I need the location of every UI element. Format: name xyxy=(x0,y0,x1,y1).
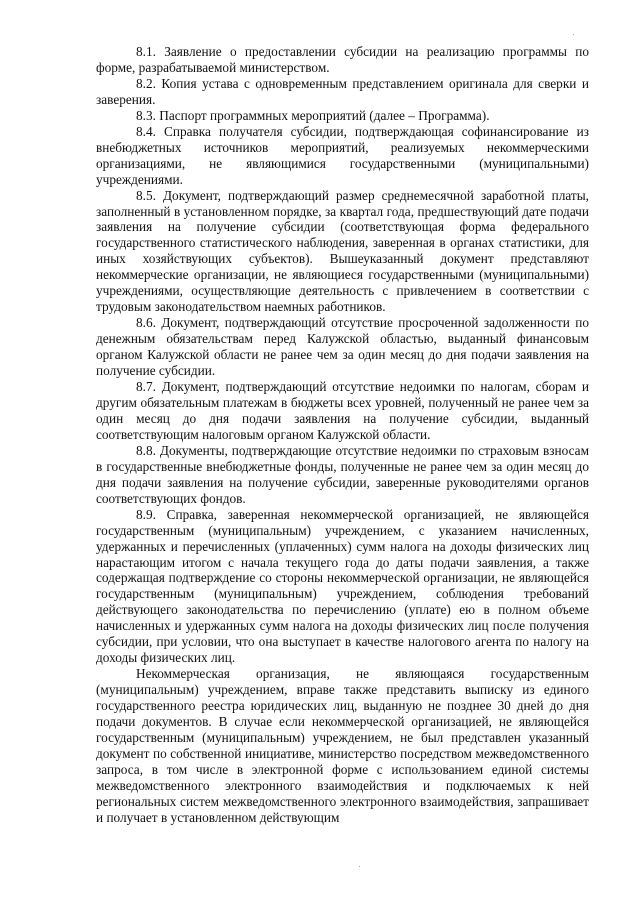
paragraph-8-1: 8.1. Заявление о предоставлении субсидии на реализацию программы по форме, разрабатываемой министерством. xyxy=(96,44,589,75)
paragraph-8-7: 8.7. Документ, подтверждающий отсутствие недоимки по налогам, сборам и другим обязательным платежам в бюджеты всех уровней, полученный не ранее чем за один месяц до дня подачи заявления на получение субсидии, выданный соответствующим налоговым органом Калужской области. xyxy=(96,379,589,442)
scan-dot-bottom-center: · xyxy=(358,861,361,871)
paragraph-8-5: 8.5. Документ, подтверждающий размер среднемесячной заработной платы, заполненный в установленном порядке, за квартал года, предшествующий дате подачи заявления на получение субсидии (соответствующая форма федерального государственного статистического наблюдения, заверенная в органах статистики, для иных хозяйствующих субъектов). Вышеуказанный документ представляют некоммерческие организации, не являющиеся государственными (муниципальными) учреждениями, осуществляющие деятельность с привлечением в соответствии с трудовым законодательством наемных работников. xyxy=(96,187,589,315)
paragraph-8-9: 8.9. Справка, заверенная некоммерческой организацией, не являющейся государственным (муниципальным) учреждением, с указанием начисленных, удержанных и перечисленных (уплаченных) сумм налога на доходы физических лиц нарастающим итогом с начала текущего года до даты подачи заявления, а также содержащая подтверждение со стороны некоммерческой организации, не являющейся государственным (муниципальным) учреждением, соблюдения требований действующего законодательства по перечислению (уплате) ею в полном объеме начисленных и удержанных сумм налога на доходы физических лиц после получения субсидии, при условии, что она выступает в качестве налогового агента по налогу на доходы физических лиц. xyxy=(96,506,589,666)
paragraph-8-3: 8.3. Паспорт программных мероприятий (далее – Программа). xyxy=(136,107,490,123)
scan-dot-top-right: · xyxy=(572,29,575,39)
paragraph-8-4: 8.4. Справка получателя субсидии, подтверждающая софинансирование из внебюджетных источников мероприятий, реализуемых некоммерческими организациями, не являющимися государственными (муниципальными) учреждениями. xyxy=(96,123,589,187)
document-body xyxy=(96,44,589,826)
paragraph-8-8: 8.8. Документы, подтверждающие отсутствие недоимки по страховым взносам в государственные внебюджетные фонды, полученные не ранее чем за один месяц до дня подачи заявления на получение субсидии, заверенные руководителями органов соответствующих фондов. xyxy=(96,442,589,506)
paragraph-8-6: 8.6. Документ, подтверждающий отсутствие просроченной задолженности по денежным обязательствам перед Калужской областью, выданный финансовым органом Калужской области не ранее чем за один месяц до дня подачи заявления на получение субсидии. xyxy=(96,315,589,379)
paragraph-8-2: 8.2. Копия устава с одновременным представлением оригинала для сверки и заверения. xyxy=(96,75,589,107)
paragraph-nko-extract: Некоммерческая организация, не являющаяся государственным (муниципальным) учреждением, вправе также представить выписку из единого государственного реестра юридических лиц, выданную не позднее 30 дней до дня подачи документов. В случае если некоммерческой организацией, не являющейся государственным (муниципальным) учреждением, не был представлен указанный документ по собственной инициативе, министерство посредством межведомственного запроса, в том числе в электронной форме с использованием единой системы межведомственного электронного взаимодействия и подключаемых к ней региональных систем межведомственного электронного взаимодействия, запрашивает и получает в установленном действующим xyxy=(96,666,589,825)
